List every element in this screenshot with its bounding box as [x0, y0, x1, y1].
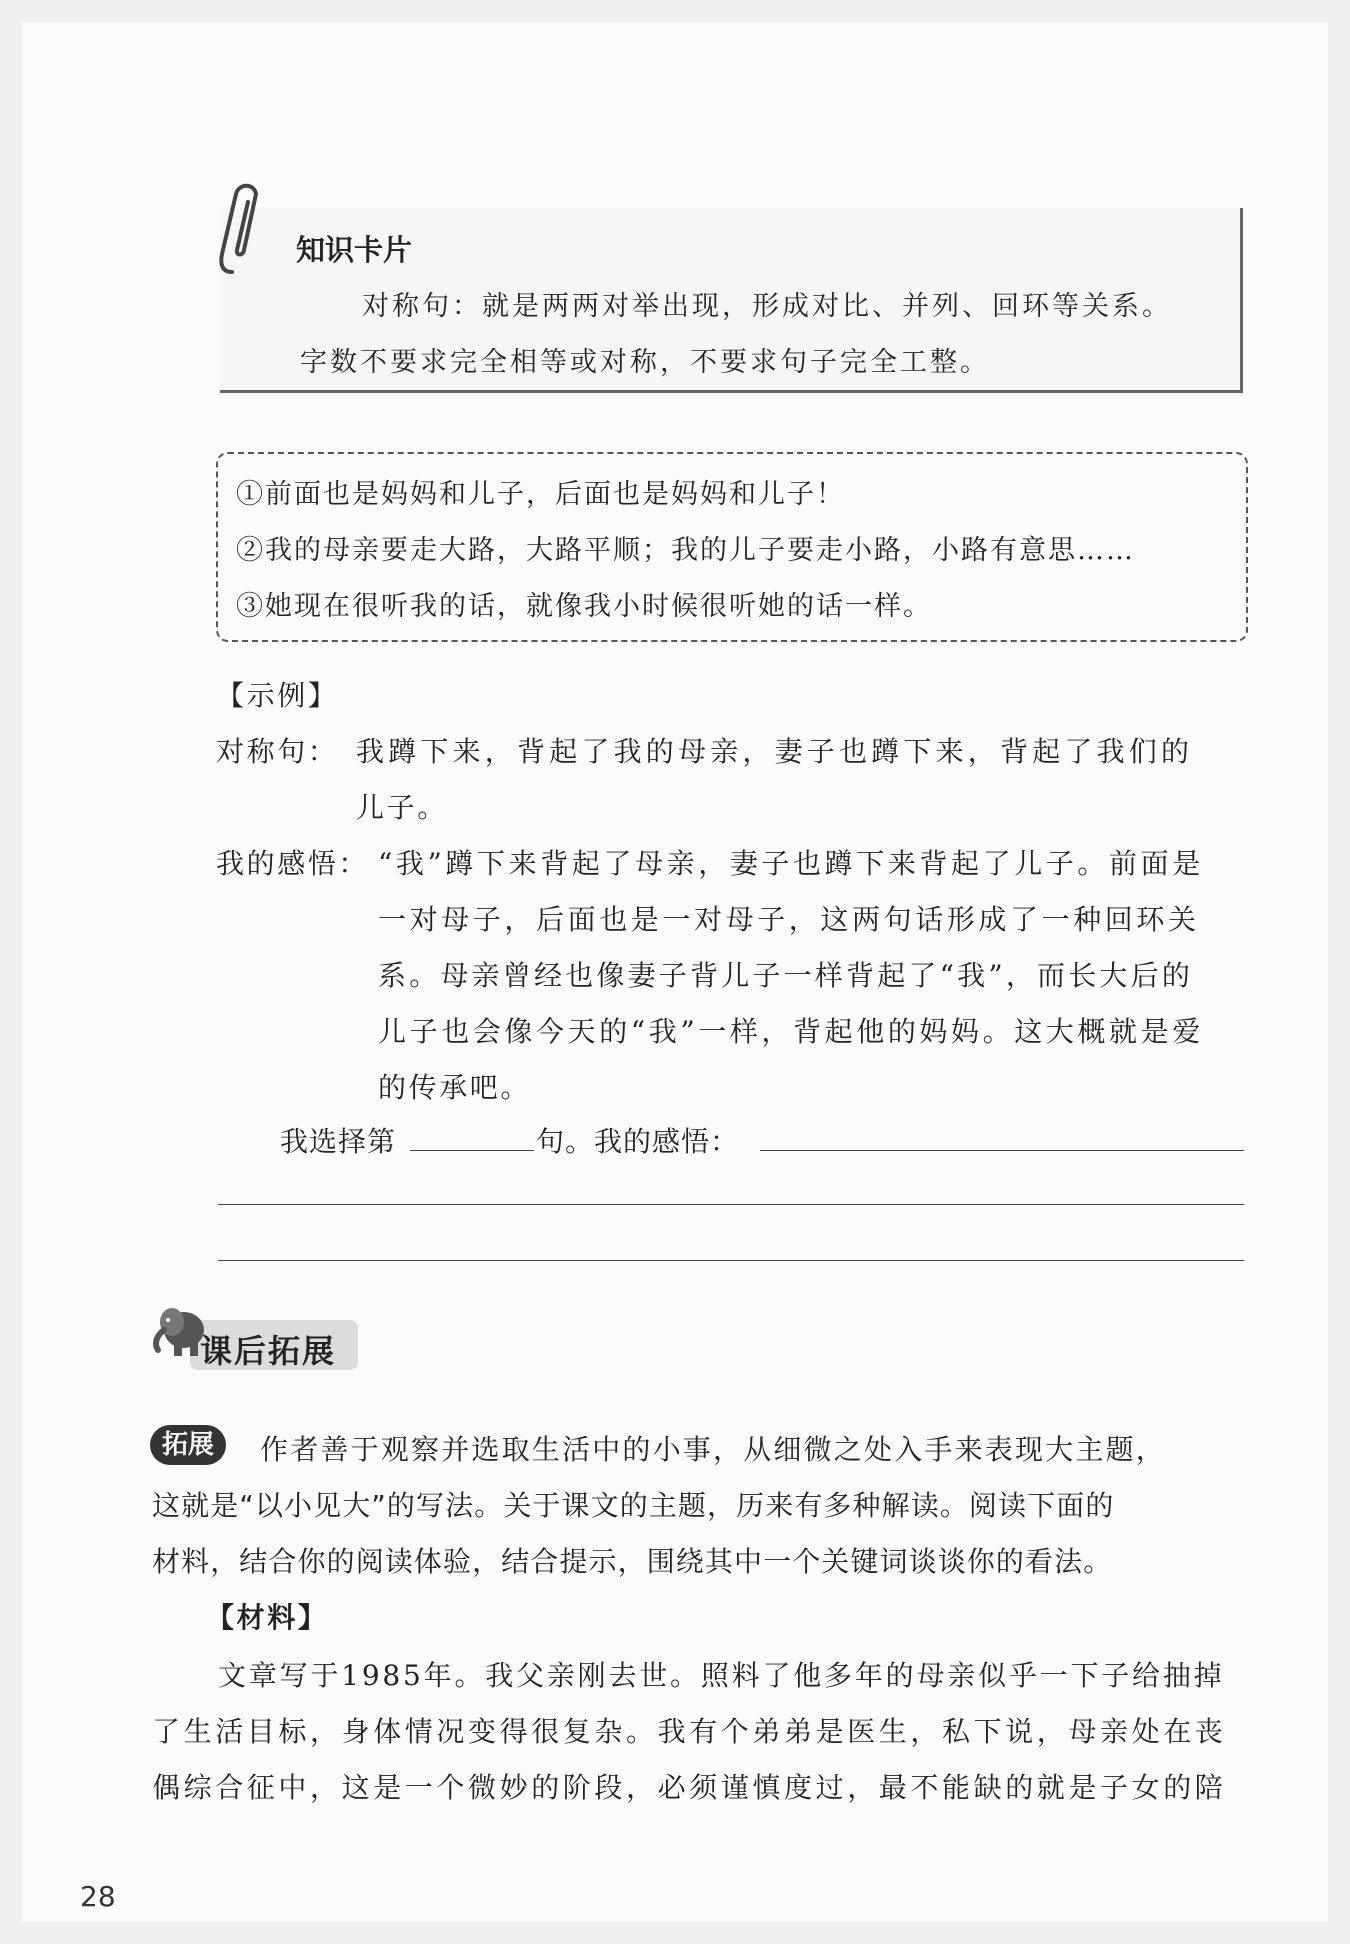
insight-line-3: 系。母亲曾经也像妻子背儿子一样背起了“我”，而长大后的: [378, 959, 1194, 992]
insight-label: 我的感悟：: [216, 847, 370, 880]
page-number: 28: [80, 1880, 116, 1913]
insight-line-2: 一对母子，后面也是一对母子，这两句话形成了一种回环关: [378, 903, 1200, 936]
insight-line-5: 的传承吧。: [378, 1071, 532, 1104]
answer-line-3[interactable]: [218, 1260, 1244, 1261]
paperclip-icon: [218, 180, 274, 280]
sentence-line-2: 儿子。: [356, 791, 448, 824]
knowledge-card-title: 知识卡片: [296, 233, 413, 267]
option-3: ③她现在很听我的话，就像我小时候很听她的话一样。: [236, 591, 932, 622]
insight-line-1: “我”蹲下来背起了母亲，妻子也蹲下来背起了儿子。前面是: [378, 847, 1204, 880]
material-label: 【材料】: [206, 1601, 329, 1634]
sentence-line-1: 我蹲下来，背起了我的母亲，妻子也蹲下来，背起了我们的: [356, 735, 1194, 768]
material-line-1: 文章写于1985年。我父亲刚去世。照料了他多年的母亲似乎一下子给抽掉: [218, 1659, 1225, 1692]
option-2: ②我的母亲要走大路，大路平顺；我的儿子要走小路，小路有意思……: [236, 535, 1135, 566]
material-line-3: 偶综合征中，这是一个微妙的阶段，必须谨慎度过，最不能缺的就是子女的陪: [152, 1771, 1227, 1804]
answer-line-1[interactable]: [760, 1150, 1244, 1151]
insight-line-4: 儿子也会像今天的“我”一样，背起他的妈妈。这大概就是爱: [378, 1015, 1204, 1048]
knowledge-card-line-1: 对称句：就是两两对举出现，形成对比、并列、回环等关系。: [362, 291, 1172, 322]
answer-line-2[interactable]: [218, 1204, 1244, 1205]
answer-middle: 句。我的感悟：: [536, 1125, 740, 1158]
option-1: ①前面也是妈妈和儿子，后面也是妈妈和儿子！: [236, 479, 845, 510]
extension-line-1: 作者善于观察并选取生活中的小事，从细微之处入手来表现大主题，: [260, 1433, 1167, 1466]
material-line-2: 了生活目标，身体情况变得很复杂。我有个弟弟是医生，私下说，母亲处在丧: [152, 1715, 1227, 1748]
knowledge-card-line-2: 字数不要求完全相等或对称，不要求句子完全工整。: [300, 347, 990, 378]
extension-line-3: 材料，结合你的阅读体验，结合提示，围绕其中一个关键词谈谈你的看法。: [152, 1545, 1113, 1578]
example-label: 【示例】: [216, 679, 339, 712]
extension-line-2: 这就是“以小见大”的写法。关于课文的主题，历来有多种解读。阅读下面的: [152, 1489, 1115, 1522]
section-title: 课后拓展: [200, 1332, 337, 1370]
extension-badge: 拓展: [150, 1425, 226, 1465]
answer-prefix: 我选择第: [280, 1125, 397, 1158]
sentence-choice-blank[interactable]: [410, 1150, 534, 1151]
sentence-label: 对称句：: [216, 735, 339, 768]
